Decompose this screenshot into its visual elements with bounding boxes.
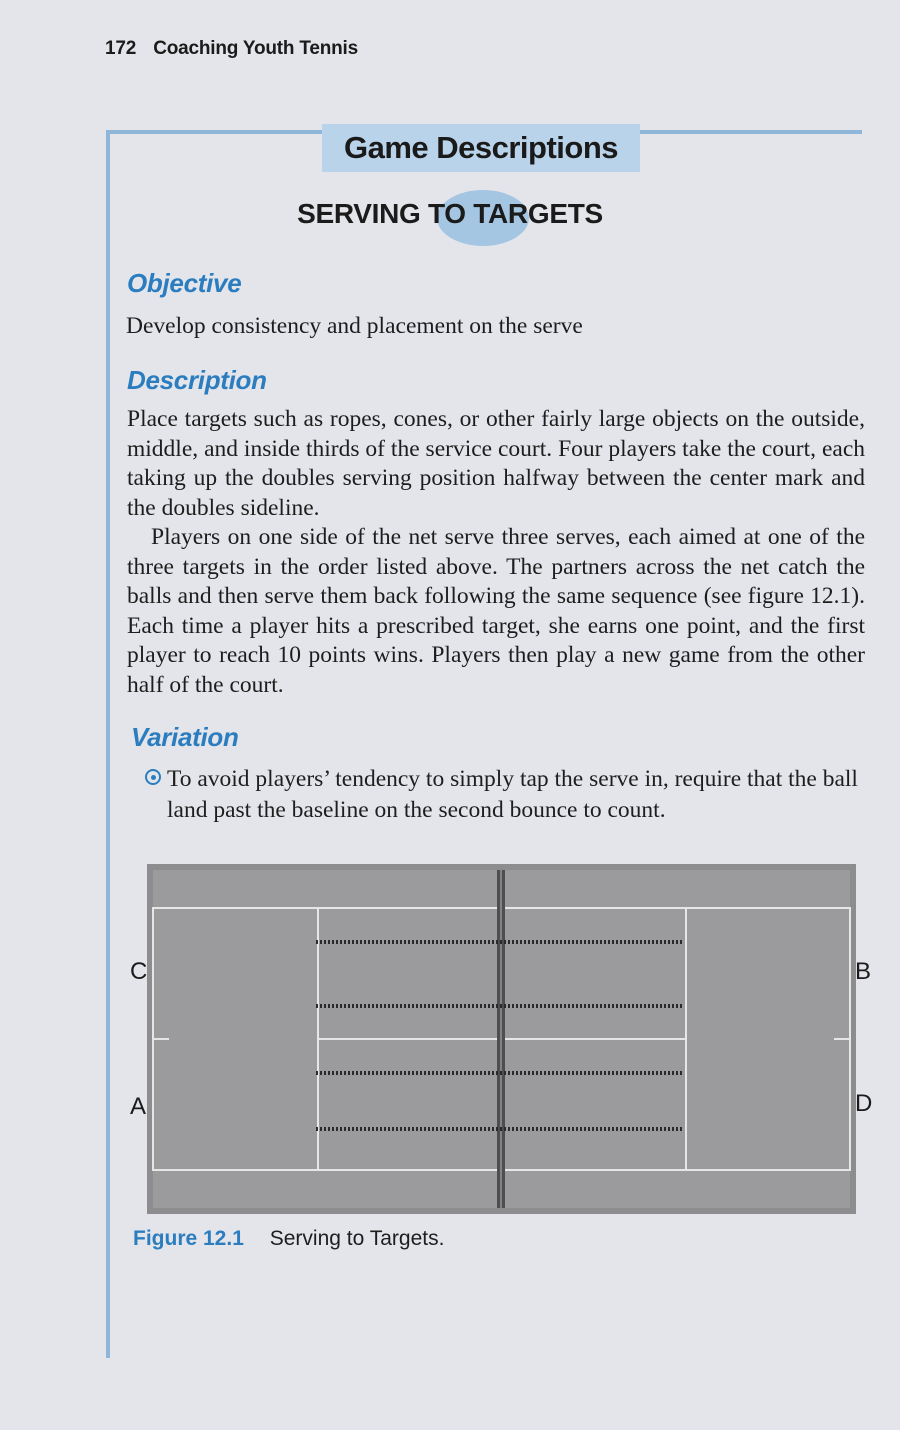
player-label-b: B [855,958,872,985]
variation-heading: Variation [131,722,239,752]
objective-heading: Objective [127,268,242,298]
description-paragraph: Place targets such as ropes, cones, or other fairly large objects on the outside, middle, and inside thirds of the service court. Four players take the court, each taking up the doubles serving position halfway between the center mark and the doubles sideline. [127,406,865,521]
running-title: Coaching Youth Tennis [153,38,359,59]
page-number: 172 [105,38,137,59]
player-label-a: A [130,1093,147,1120]
description-heading: Description [127,365,267,395]
player-label-c: C [130,958,148,985]
variation-item-text: To avoid players’ tendency to simply tap the serve in, require that the ball land past the baseline on the second bounce to count. [167,766,858,823]
figure-caption-text: Serving to Targets. [269,1227,445,1250]
player-label-d: D [855,1090,873,1117]
description-paragraph: Players on one side of the net serve three serves, each aimed at one of the three targets in the order listed above. The partners across the net catch the balls and then serve them back following the same sequence (see figure 12.1). Each time a player hits a prescribed target, she earns one point, and the first player to reach 10 points wins. Players then play a new game from the other half of the court. [127,524,865,698]
section-banner: Game Descriptions [322,124,640,172]
objective-text: Develop consistency and placement on the serve [126,313,583,339]
figure-number: Figure 12.1 [133,1227,244,1250]
figure-caption [133,1227,444,1251]
game-title: SERVING TO TARGETS [297,198,603,229]
